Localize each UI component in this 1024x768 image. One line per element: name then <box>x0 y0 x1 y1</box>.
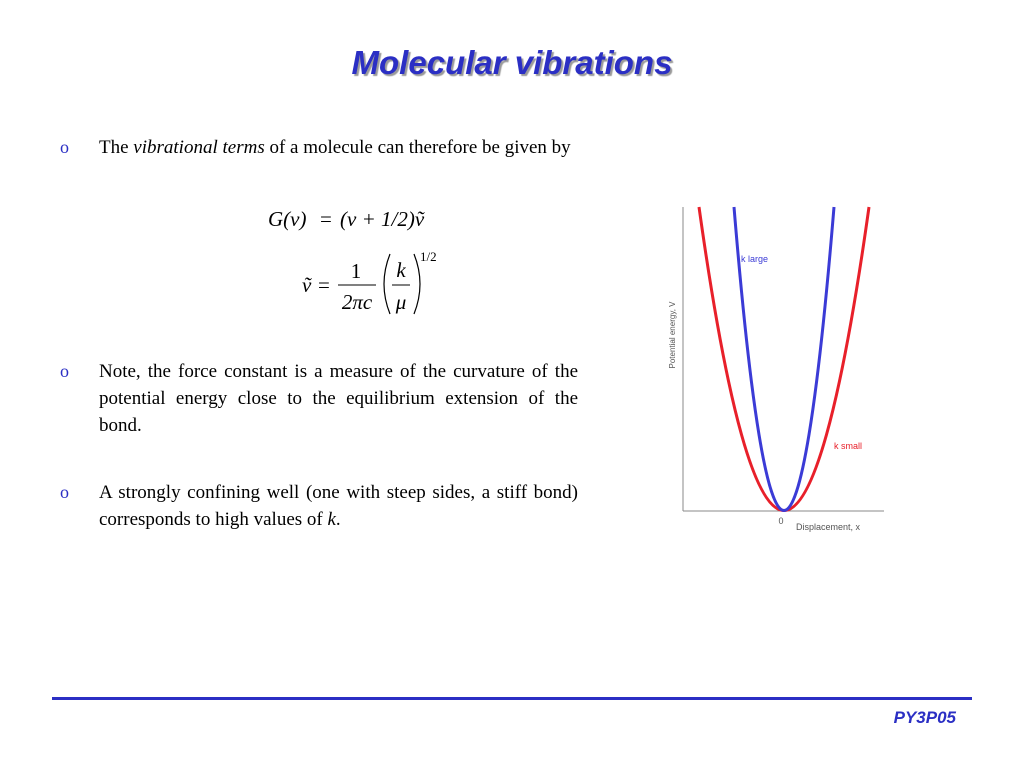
course-code: PY3P05 <box>893 708 956 727</box>
bullet-text <box>99 479 578 533</box>
bullet-text: Note, the force constant is a measure of the curvature of the potential energy close to the equilibrium extension of the bond. <box>99 361 578 436</box>
slide-title: Molecular vibrations <box>351 44 673 81</box>
bullet-text-pre: The <box>99 137 134 158</box>
bullet-confining-well <box>60 479 578 533</box>
left-paren-icon <box>384 254 390 314</box>
eq1-lhs: G(v) <box>268 207 307 231</box>
eq2-lhs: ṽ <box>302 273 312 297</box>
bullet-text <box>99 134 578 161</box>
curve-k-small-label: k small <box>834 441 863 451</box>
y-axis-label: Potential energy, V <box>668 301 677 369</box>
equation-term-value <box>262 202 462 236</box>
curve-k-large <box>734 207 834 511</box>
eq2-denominator: 2πc <box>341 290 373 314</box>
footer-divider <box>52 697 972 700</box>
curve-k-small <box>699 207 869 511</box>
bullet-text-italic: k <box>327 509 336 530</box>
bullet-text-post: . <box>335 509 341 530</box>
curve-k-large-label: k large <box>741 254 769 264</box>
bullet-marker: o <box>60 361 69 381</box>
eq2-equals: = <box>318 273 330 297</box>
x-axis-label: Displacement, x <box>796 522 861 532</box>
bullet-force-constant <box>60 358 578 439</box>
eq2-numerator: 1 <box>350 259 362 283</box>
eq2-inner-denominator: μ <box>395 290 407 314</box>
bullet-text-italic: vibrational terms <box>133 137 265 158</box>
eq1-rhs: (v + 1/2)ṽ <box>340 207 425 231</box>
equation-wavenumber <box>298 246 468 322</box>
origin-label: 0 <box>778 516 784 526</box>
bullet-marker: o <box>60 482 69 502</box>
eq2-exponent: 1/2 <box>420 249 437 264</box>
bullet-marker: o <box>60 137 69 157</box>
eq2-inner-numerator: k <box>396 258 406 282</box>
bullet-text-post: of a molecule can therefore be given by <box>264 137 571 158</box>
bullet-text-pre: A strongly confining well (one with steep sides, a stiff bond) corresponds to high values of <box>99 482 578 530</box>
bullet-vibrational-terms <box>60 134 578 161</box>
eq1-equals: = <box>320 207 332 231</box>
potential-energy-graph <box>662 203 892 538</box>
